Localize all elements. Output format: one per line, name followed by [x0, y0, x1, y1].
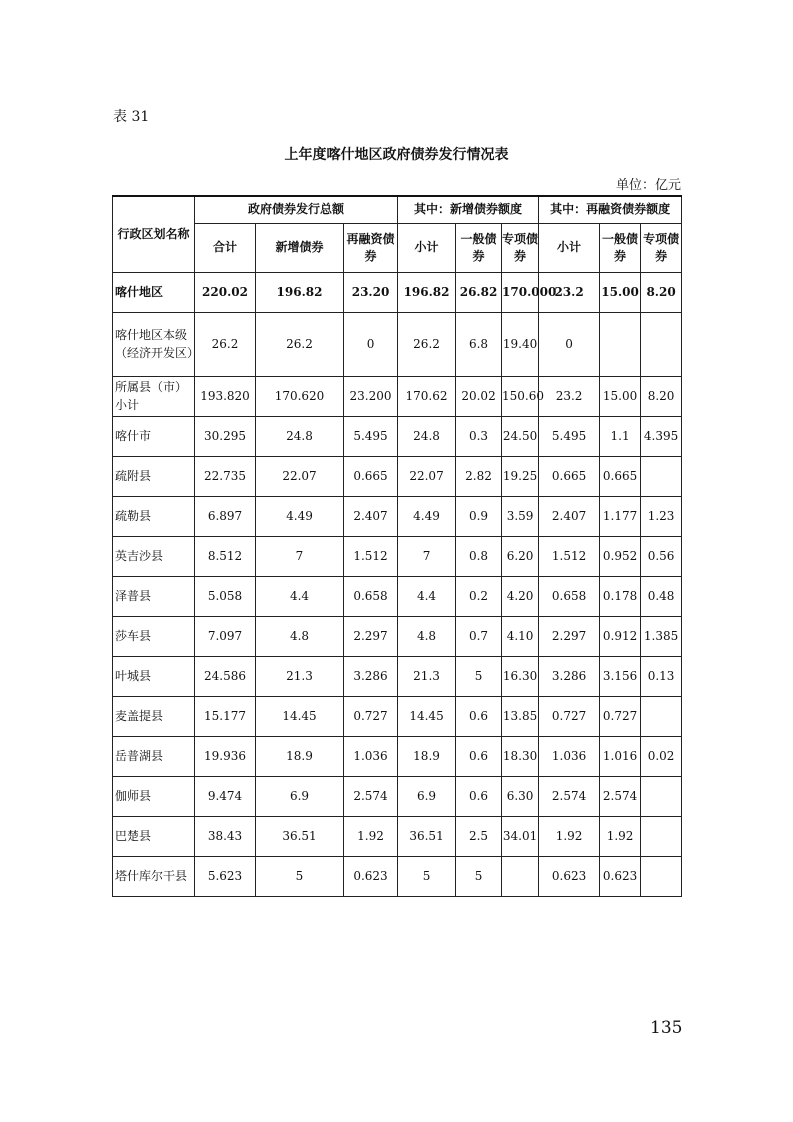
value-cell: 0.9	[456, 497, 502, 537]
value-cell: 0.727	[344, 697, 398, 737]
header-refi-general: 一般债券	[600, 224, 641, 273]
value-cell: 0.658	[344, 577, 398, 617]
region-name-cell: 巴楚县	[113, 817, 195, 857]
value-cell: 6.897	[195, 497, 256, 537]
value-cell: 23.200	[344, 377, 398, 417]
value-cell: 2.297	[344, 617, 398, 657]
region-name-cell: 岳普湖县	[113, 737, 195, 777]
value-cell: 1.512	[344, 537, 398, 577]
value-cell: 170.62	[398, 377, 456, 417]
value-cell: 26.2	[195, 313, 256, 377]
value-cell	[600, 313, 641, 377]
value-cell: 8.512	[195, 537, 256, 577]
header-group-refi: 其中：再融资债券额度	[539, 196, 682, 224]
region-name-cell: 英吉沙县	[113, 537, 195, 577]
header-region: 行政区划名称	[113, 196, 195, 273]
region-name-cell: 喀什市	[113, 417, 195, 457]
value-cell: 15.00	[600, 377, 641, 417]
value-cell: 36.51	[256, 817, 344, 857]
value-cell: 1.23	[641, 497, 682, 537]
value-cell: 36.51	[398, 817, 456, 857]
unit-label: 单位：亿元	[615, 178, 681, 193]
value-cell	[641, 697, 682, 737]
value-cell: 5.495	[344, 417, 398, 457]
value-cell: 2.407	[539, 497, 600, 537]
value-cell: 24.586	[195, 657, 256, 697]
value-cell: 6.9	[398, 777, 456, 817]
table-row	[113, 497, 682, 537]
value-cell: 22.07	[256, 457, 344, 497]
table-row	[113, 777, 682, 817]
value-cell: 18.9	[398, 737, 456, 777]
value-cell: 193.820	[195, 377, 256, 417]
value-cell: 26.2	[256, 313, 344, 377]
value-cell: 14.45	[256, 697, 344, 737]
value-cell: 38.43	[195, 817, 256, 857]
value-cell: 22.07	[398, 457, 456, 497]
region-name-cell: 疏勒县	[113, 497, 195, 537]
value-cell: 4.10	[502, 617, 539, 657]
region-name-cell: 喀什地区	[113, 273, 195, 313]
value-cell: 1.92	[344, 817, 398, 857]
value-cell: 0.623	[539, 857, 600, 897]
value-cell: 14.45	[398, 697, 456, 737]
value-cell: 4.395	[641, 417, 682, 457]
value-cell: 6.30	[502, 777, 539, 817]
value-cell: 196.82	[398, 273, 456, 313]
value-cell: 0.02	[641, 737, 682, 777]
value-cell: 1.92	[600, 817, 641, 857]
region-name-cell: 疏附县	[113, 457, 195, 497]
region-name-cell: 莎车县	[113, 617, 195, 657]
value-cell: 1.512	[539, 537, 600, 577]
value-cell: 15.00	[600, 273, 641, 313]
value-cell: 6.20	[502, 537, 539, 577]
value-cell	[641, 777, 682, 817]
value-cell: 20.02	[456, 377, 502, 417]
value-cell: 1.036	[344, 737, 398, 777]
region-name-cell: 麦盖提县	[113, 697, 195, 737]
value-cell: 9.474	[195, 777, 256, 817]
value-cell	[502, 857, 539, 897]
value-cell: 24.8	[398, 417, 456, 457]
value-cell: 0.665	[600, 457, 641, 497]
value-cell: 21.3	[398, 657, 456, 697]
value-cell: 0.623	[344, 857, 398, 897]
value-cell: 0.623	[600, 857, 641, 897]
value-cell: 4.8	[256, 617, 344, 657]
value-cell: 4.20	[502, 577, 539, 617]
value-cell: 4.49	[256, 497, 344, 537]
value-cell: 4.4	[398, 577, 456, 617]
value-cell: 15.177	[195, 697, 256, 737]
value-cell: 26.2	[398, 313, 456, 377]
header-refi-special: 专项债券	[641, 224, 682, 273]
value-cell: 5.495	[539, 417, 600, 457]
table-title: 上年度喀什地区政府债券发行情况表	[284, 147, 509, 163]
value-cell: 34.01	[502, 817, 539, 857]
value-cell: 2.574	[600, 777, 641, 817]
table-row	[113, 273, 682, 313]
page-number: 135	[650, 1018, 683, 1038]
value-cell: 2.574	[539, 777, 600, 817]
region-name-cell: 所属县（市）小计	[113, 377, 195, 417]
table-row	[113, 417, 682, 457]
value-cell: 0.13	[641, 657, 682, 697]
table-row	[113, 697, 682, 737]
value-cell: 13.85	[502, 697, 539, 737]
value-cell: 0.6	[456, 697, 502, 737]
value-cell: 0.178	[600, 577, 641, 617]
value-cell: 0.2	[456, 577, 502, 617]
value-cell: 220.02	[195, 273, 256, 313]
value-cell: 0.48	[641, 577, 682, 617]
region-name-cell: 喀什地区本级（经济开发区）	[113, 313, 195, 377]
value-cell: 3.286	[539, 657, 600, 697]
value-cell: 150.60	[502, 377, 539, 417]
value-cell: 5	[456, 857, 502, 897]
table-label: 表 31	[113, 109, 150, 125]
region-name-cell: 塔什库尔干县	[113, 857, 195, 897]
header-total-refi: 再融资债券	[344, 224, 398, 273]
value-cell: 0.56	[641, 537, 682, 577]
value-cell: 0	[539, 313, 600, 377]
value-cell: 0.665	[539, 457, 600, 497]
value-cell: 6.9	[256, 777, 344, 817]
value-cell: 24.50	[502, 417, 539, 457]
value-cell: 8.20	[641, 377, 682, 417]
value-cell: 2.297	[539, 617, 600, 657]
value-cell: 7	[256, 537, 344, 577]
value-cell: 196.82	[256, 273, 344, 313]
value-cell: 6.8	[456, 313, 502, 377]
value-cell: 5	[456, 657, 502, 697]
region-name-cell: 泽普县	[113, 577, 195, 617]
table-row	[113, 577, 682, 617]
table-body	[113, 273, 682, 897]
table-row	[113, 377, 682, 417]
header-group-total: 政府债券发行总额	[195, 196, 398, 224]
value-cell: 16.30	[502, 657, 539, 697]
value-cell: 23.20	[344, 273, 398, 313]
value-cell: 170.000	[502, 273, 539, 313]
value-cell: 3.286	[344, 657, 398, 697]
value-cell: 2.407	[344, 497, 398, 537]
value-cell: 7	[398, 537, 456, 577]
value-cell: 0.952	[600, 537, 641, 577]
value-cell: 1.92	[539, 817, 600, 857]
value-cell: 7.097	[195, 617, 256, 657]
header-group-new: 其中：新增债券额度	[398, 196, 539, 224]
value-cell: 170.620	[256, 377, 344, 417]
header-total-sum: 合计	[195, 224, 256, 273]
value-cell: 26.82	[456, 273, 502, 313]
value-cell: 0.727	[600, 697, 641, 737]
value-cell: 18.30	[502, 737, 539, 777]
table-row	[113, 737, 682, 777]
value-cell: 5.623	[195, 857, 256, 897]
value-cell: 1.385	[641, 617, 682, 657]
value-cell: 0.727	[539, 697, 600, 737]
value-cell: 1.016	[600, 737, 641, 777]
value-cell: 19.936	[195, 737, 256, 777]
value-cell: 4.8	[398, 617, 456, 657]
table-row	[113, 617, 682, 657]
value-cell: 0.665	[344, 457, 398, 497]
value-cell	[641, 817, 682, 857]
header-refi-subtotal: 小计	[539, 224, 600, 273]
value-cell: 0.658	[539, 577, 600, 617]
region-name-cell: 叶城县	[113, 657, 195, 697]
value-cell: 23.2	[539, 273, 600, 313]
value-cell: 2.82	[456, 457, 502, 497]
value-cell	[641, 857, 682, 897]
value-cell: 3.59	[502, 497, 539, 537]
value-cell: 19.40	[502, 313, 539, 377]
value-cell: 19.25	[502, 457, 539, 497]
value-cell: 2.5	[456, 817, 502, 857]
value-cell: 0	[344, 313, 398, 377]
value-cell	[641, 313, 682, 377]
table-row	[113, 817, 682, 857]
value-cell: 0.8	[456, 537, 502, 577]
value-cell: 21.3	[256, 657, 344, 697]
value-cell: 5	[398, 857, 456, 897]
value-cell: 23.2	[539, 377, 600, 417]
value-cell: 4.4	[256, 577, 344, 617]
value-cell: 22.735	[195, 457, 256, 497]
value-cell: 1.1	[600, 417, 641, 457]
value-cell: 30.295	[195, 417, 256, 457]
bond-issuance-table	[112, 195, 682, 897]
table-row	[113, 657, 682, 697]
header-new-special: 专项债券	[502, 224, 539, 273]
value-cell: 4.49	[398, 497, 456, 537]
value-cell: 0.3	[456, 417, 502, 457]
value-cell: 5	[256, 857, 344, 897]
region-name-cell: 伽师县	[113, 777, 195, 817]
value-cell: 24.8	[256, 417, 344, 457]
table-row	[113, 537, 682, 577]
header-new-general: 一般债券	[456, 224, 502, 273]
value-cell: 0.912	[600, 617, 641, 657]
value-cell: 8.20	[641, 273, 682, 313]
header-total-new: 新增债券	[256, 224, 344, 273]
value-cell: 0.6	[456, 777, 502, 817]
value-cell: 5.058	[195, 577, 256, 617]
value-cell: 18.9	[256, 737, 344, 777]
header-new-subtotal: 小计	[398, 224, 456, 273]
value-cell: 2.574	[344, 777, 398, 817]
value-cell: 3.156	[600, 657, 641, 697]
value-cell: 1.177	[600, 497, 641, 537]
value-cell: 1.036	[539, 737, 600, 777]
value-cell: 0.7	[456, 617, 502, 657]
table-row	[113, 313, 682, 377]
value-cell: 0.6	[456, 737, 502, 777]
table-row	[113, 457, 682, 497]
table-row	[113, 857, 682, 897]
value-cell	[641, 457, 682, 497]
